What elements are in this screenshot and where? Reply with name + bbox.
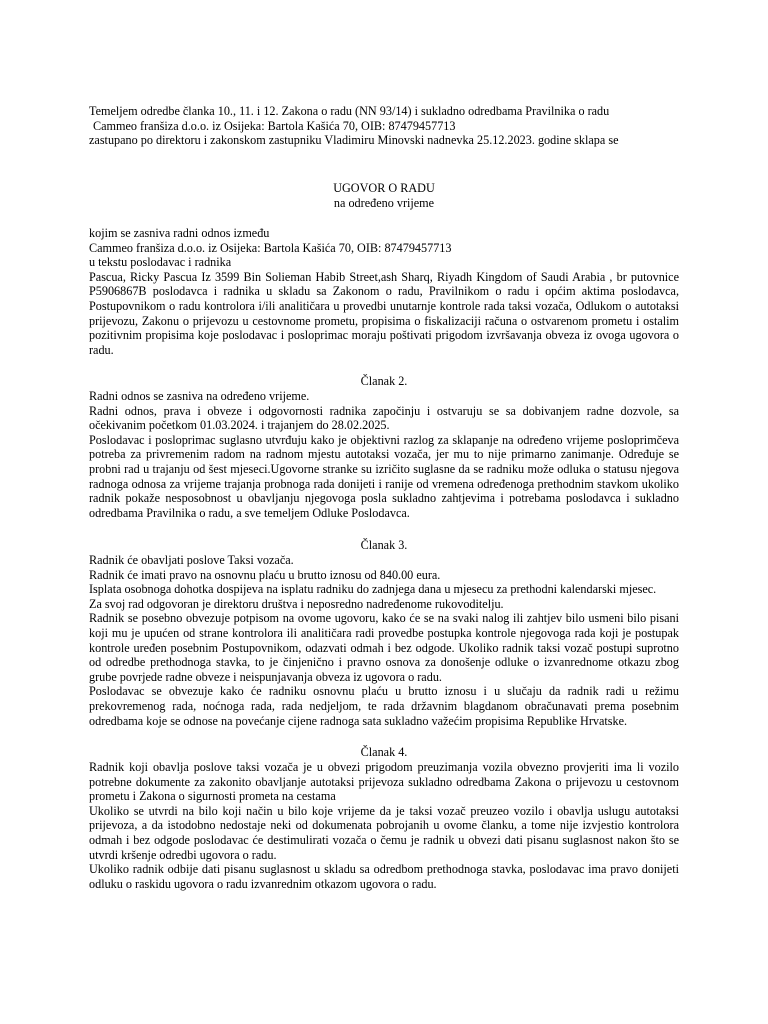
article-4-heading: Članak 4. — [360, 745, 408, 759]
article-2-paragraph-1: Radni odnos se zasniva na određeno vrijeme. — [89, 389, 310, 403]
article-3-body — [89, 553, 679, 728]
parties-line-1: kojim se zasniva radni odnos između — [89, 226, 270, 240]
article-3-paragraph-4: Za svoj rad odgovoran je direktoru društva i neposredno nadređenome rukovoditelju. — [89, 596, 504, 611]
article-4-body — [89, 760, 679, 891]
parties-line-3: u tekstu poslodavac i radnika — [89, 255, 232, 270]
article-2-paragraph-3: Poslodavac i posloprimac suglasno utvrđuju kako je objektivni razlog za sklapanje na određeno vrijeme posloprimčeva potreba za privremenim radom na radnom mjestu autotaksi vozača, jer mu to nije primarno zanimanje. Određuje se probni rad u trajanju od šest mjeseci.Ugovorne stranke su izričito suglasne da se radniku može odluka o statusu njegova radnoga odnosa za vrijeme trajanja probnoga rada donijeti i ranije od vremena određenoga prethodnim stavkom ukoliko radnik pokaže nesposobnost u obavljanju njegovoga posla sukladno zahtjevima i potrebama poslodavca i sukladno odredbama Pravilnika o radu, a sve temeljem Odluke Poslodavca. — [89, 432, 679, 520]
contract-subtitle: na određeno vrijeme — [333, 195, 435, 210]
parties-line-2: Cammeo franšiza d.o.o. iz Osijeka: Bartola Kašića 70, OIB: 87479457713 — [89, 240, 452, 255]
contract-title: UGOVOR O RADU — [333, 181, 435, 195]
contract-heading — [89, 181, 679, 210]
article-3-paragraph-3: Isplata osobnoga dohotka dospijeva na isplatu radniku do zadnjega dana u mjesecu za prethodni kalendarski mjesec. — [89, 582, 657, 597]
article-2-heading: Članak 2. — [360, 374, 408, 388]
article-2-body — [89, 389, 679, 520]
intro-line-2: Cammeo franšiza d.o.o. iz Osijeka: Bartola Kašića 70, OIB: 87479457713 — [93, 118, 456, 133]
article-3-paragraph-5: Radnik se posebno obvezuje potpisom na ovome ugovoru, kako će se na svaki nalog ili zahtjev bilo usmeni bilo pisani koji mu je upućen od strane kontrolora ili analitičara radi provedbe postupka kontrole njegovoga rada koji je postupak kontrole uređen posebnim Postupovnikom, odazvati odmah i bez odgode. Ukoliko radnik taksi vozač postupi suprotno od odredbe prethodnoga stavka, to je činjenično i pravno osnova za donošenje odluke o izvanrednome otkazu zbog grube povrjede radne obveze i neispunjavanja obveza iz ugovora o radu. — [89, 611, 679, 684]
article-3-heading: Članak 3. — [360, 538, 408, 552]
article-4-paragraph-2: Ukoliko se utvrdi na bilo koji način u bilo koje vrijeme da je taksi vozač preuzeo vozilo i obavlja uslugu autotaksi prijevoza, a da istodobno nedostaje neki od dokumenata pobrojanih u ovome članku, a tome nije izvjestio kontrolora odmah i bez odgode poslodavac će destimulirati vozača o čemu je radnik u obvezi dati pisanu suglasnost nakon što se utvrdi kršenje odredbi ugovora o radu. — [89, 803, 679, 862]
parties-block — [89, 226, 679, 357]
intro-block — [89, 104, 679, 148]
article-3-paragraph-1: Radnik će obavljati poslove Taksi vozača. — [89, 553, 294, 567]
article-4-paragraph-3: Ukoliko radnik odbije dati pisanu suglasnost u skladu sa odredbom prethodnoga stavka, poslodavac ima pravo donijeti odluku o raskidu ugovora o radu izvanrednim otkazom ugovora o radu. — [89, 862, 679, 891]
parties-paragraph: Pascua, Ricky Pascua Iz 3599 Bin Solieman Habib Street,ash Sharq, Riyadh Kingdom of Saudi Arabia , br putovnice P5906867B poslodavca i radnika u skladu sa Zakonom o radu, Pravilnikom o radu i općim aktima poslodavca, Postupovnikom o radu kontrolora i/ili analitičara u provedbi unutarnje kontrole rada taksi vozača, Odlukom o autotaksi prijevozu, Zakonu o prijevozu u cestovnome prometu, propisima o fiskalizaciji računa o ostvarenom prometu i ostalim pozitivnim propisima koje poslodavac i posloprimac moraju poštivati prigodom izvršavanja obveza iz ovoga ugovora o radu. — [89, 269, 679, 357]
intro-line-1: Temeljem odredbe članka 10., 11. i 12. Zakona o radu (NN 93/14) i sukladno odredbama Pravilnika o radu — [89, 104, 610, 118]
article-2-paragraph-2: Radni odnos, prava i obveze i odgovornosti radnika započinju i ostvaruju se sa dobivanjem radne dozvole, sa očekivanim početkom 01.03.2024. i trajanjem do 28.02.2025. — [89, 403, 679, 433]
article-3-paragraph-6: Poslodavac se obvezuje kako će radniku osnovnu plaću u brutto iznosu i u slučaju da radnik radi u režimu prekovremenog rada, noćnoga rada, rada nedjeljom, te rada državnim blagdanom obračunavati prema posebnim odredbama koje se odnose na povećanje cijene radnoga sata sukladno važećim propisima Republike Hrvatske. — [89, 684, 679, 728]
intro-line-3: zastupano po direktoru i zakonskom zastupniku Vladimiru Minovski nadnevka 25.12.2023. godine sklapa se — [89, 133, 619, 148]
article-4-paragraph-1: Radnik koji obavlja poslove taksi vozača je u obvezi prigodom preuzimanja vozila obvezno provjeriti ima li vozilo potrebne dokumente za zakonito obavljanje autotaksi prijevoza sukladno odredbama Zakona o prijevozu u cestovnom prometu i Zakona o sigurnosti prometa na cestama — [89, 760, 679, 804]
article-3-paragraph-2: Radnik će imati pravo na osnovnu plaću u brutto iznosu od 840.00 eura. — [89, 567, 441, 582]
